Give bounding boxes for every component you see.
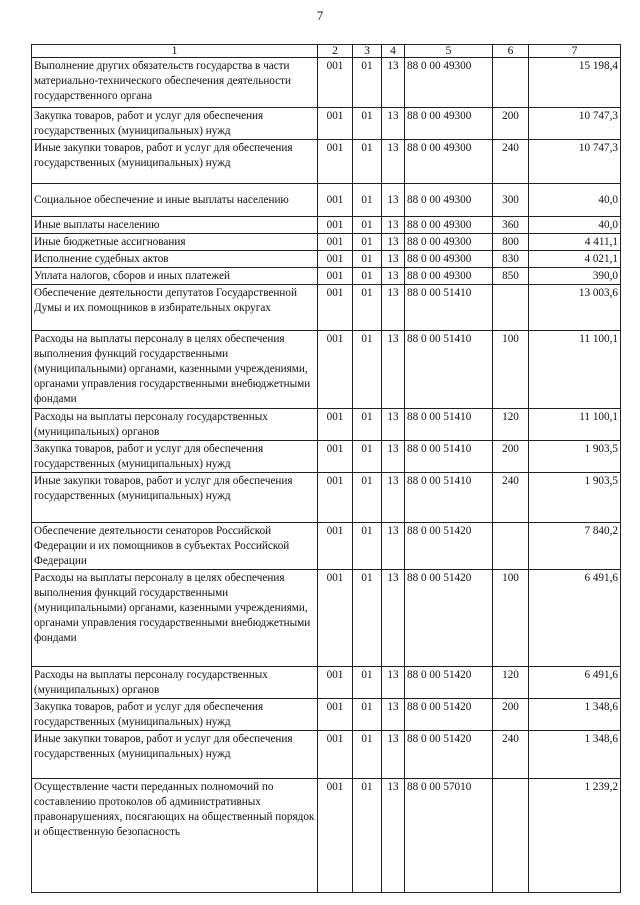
row-rz: 01	[353, 140, 382, 184]
row-sum: 6 491,6	[529, 570, 621, 667]
table-row	[32, 331, 621, 409]
row-name: Иные закупки товаров, работ и услуг для обеспечения государственных (муниципальных) нужд	[32, 731, 318, 779]
row-vr: 850	[493, 268, 529, 285]
table-row	[32, 441, 621, 473]
row-vr	[493, 58, 529, 108]
row-name: Закупка товаров, работ и услуг для обеспечения государственных (муниципальных) нужд	[32, 108, 318, 140]
row-pr: 13	[382, 184, 405, 217]
row-csr: 88 0 00 49300	[405, 184, 493, 217]
row-rz: 01	[353, 409, 382, 441]
row-vr: 240	[493, 140, 529, 184]
table-row	[32, 409, 621, 441]
row-name: Обеспечение деятельности депутатов Государственной Думы и их помощников в избирательных округах	[32, 285, 318, 331]
row-csr: 88 0 00 51410	[405, 331, 493, 409]
row-ved: 001	[318, 667, 353, 699]
row-rz: 01	[353, 331, 382, 409]
row-csr: 88 0 00 49300	[405, 268, 493, 285]
row-rz: 01	[353, 523, 382, 570]
row-ved: 001	[318, 108, 353, 140]
header-col-2: 2	[318, 45, 353, 58]
row-csr: 88 0 00 49300	[405, 140, 493, 184]
row-ved: 001	[318, 268, 353, 285]
row-vr: 240	[493, 473, 529, 523]
row-csr: 88 0 00 51420	[405, 699, 493, 731]
table-row	[32, 667, 621, 699]
row-name: Осуществление части переданных полномочий по составлению протоколов об административных правонарушениях, посягающих на общественный порядок и общественную безопасность	[32, 779, 318, 893]
row-vr: 100	[493, 570, 529, 667]
row-pr: 13	[382, 268, 405, 285]
row-rz: 01	[353, 570, 382, 667]
row-name: Расходы на выплаты персоналу в целях обеспечения выполнения функций государственными (муниципальными) органами, казенными учреждениями, органами управления государственными внебюджетными фондами	[32, 570, 318, 667]
table-row	[32, 699, 621, 731]
row-csr: 88 0 00 51410	[405, 285, 493, 331]
row-csr: 88 0 00 49300	[405, 234, 493, 251]
row-rz: 01	[353, 108, 382, 140]
row-pr: 13	[382, 217, 405, 234]
row-csr: 88 0 00 51410	[405, 441, 493, 473]
row-name: Иные бюджетные ассигнования	[32, 234, 318, 251]
table-row	[32, 184, 621, 217]
row-rz: 01	[353, 58, 382, 108]
row-sum: 10 747,3	[529, 108, 621, 140]
row-pr: 13	[382, 234, 405, 251]
table-row	[32, 251, 621, 268]
row-vr: 240	[493, 731, 529, 779]
table-row	[32, 234, 621, 251]
row-vr: 830	[493, 251, 529, 268]
row-sum: 40,0	[529, 217, 621, 234]
row-pr: 13	[382, 140, 405, 184]
row-ved: 001	[318, 441, 353, 473]
table-row	[32, 473, 621, 523]
row-rz: 01	[353, 667, 382, 699]
row-name: Выполнение других обязательств государства в части материально-технического обеспечения деятельности государственного органа	[32, 58, 318, 108]
row-pr: 13	[382, 285, 405, 331]
row-ved: 001	[318, 217, 353, 234]
table-row	[32, 285, 621, 331]
row-sum: 13 003,6	[529, 285, 621, 331]
row-name: Обеспечение деятельности сенаторов Российской Федерации и их помощников в субъектах Российской Федерации	[32, 523, 318, 570]
row-rz: 01	[353, 184, 382, 217]
row-sum: 7 840,2	[529, 523, 621, 570]
row-pr: 13	[382, 731, 405, 779]
row-sum: 40,0	[529, 184, 621, 217]
header-col-3: 3	[353, 45, 382, 58]
row-csr: 88 0 00 51410	[405, 409, 493, 441]
row-vr	[493, 523, 529, 570]
row-sum: 1 348,6	[529, 699, 621, 731]
row-ved: 001	[318, 140, 353, 184]
row-csr: 88 0 00 49300	[405, 251, 493, 268]
row-vr	[493, 779, 529, 893]
row-ved: 001	[318, 58, 353, 108]
table-row	[32, 58, 621, 108]
row-vr	[493, 285, 529, 331]
row-sum: 1 903,5	[529, 441, 621, 473]
row-rz: 01	[353, 779, 382, 893]
row-pr: 13	[382, 108, 405, 140]
row-csr: 88 0 00 51410	[405, 473, 493, 523]
row-ved: 001	[318, 570, 353, 667]
row-pr: 13	[382, 331, 405, 409]
row-pr: 13	[382, 667, 405, 699]
table-row	[32, 268, 621, 285]
row-ved: 001	[318, 523, 353, 570]
row-csr: 88 0 00 51420	[405, 731, 493, 779]
row-name: Иные закупки товаров, работ и услуг для обеспечения государственных (муниципальных) нужд	[32, 473, 318, 523]
row-pr: 13	[382, 779, 405, 893]
row-rz: 01	[353, 285, 382, 331]
row-name: Закупка товаров, работ и услуг для обеспечения государственных (муниципальных) нужд	[32, 699, 318, 731]
header-col-1: 1	[32, 45, 318, 58]
row-name: Социальное обеспечение и иные выплаты населению	[32, 184, 318, 217]
row-sum: 4 411,1	[529, 234, 621, 251]
row-pr: 13	[382, 251, 405, 268]
row-vr: 200	[493, 108, 529, 140]
row-csr: 88 0 00 49300	[405, 108, 493, 140]
row-sum: 390,0	[529, 268, 621, 285]
row-rz: 01	[353, 441, 382, 473]
row-pr: 13	[382, 409, 405, 441]
row-name: Расходы на выплаты персоналу в целях обеспечения выполнения функций государственными (муниципальными) органами, казенными учреждениями, органами управления государственными внебюджетными фондами	[32, 331, 318, 409]
row-name: Иные выплаты населению	[32, 217, 318, 234]
table-row	[32, 140, 621, 184]
row-ved: 001	[318, 699, 353, 731]
row-ved: 001	[318, 184, 353, 217]
row-vr: 120	[493, 409, 529, 441]
table-row	[32, 217, 621, 234]
row-name: Расходы на выплаты персоналу государственных (муниципальных) органов	[32, 667, 318, 699]
row-pr: 13	[382, 473, 405, 523]
row-rz: 01	[353, 268, 382, 285]
budget-table	[31, 44, 621, 893]
row-sum: 11 100,1	[529, 409, 621, 441]
row-ved: 001	[318, 331, 353, 409]
row-ved: 001	[318, 473, 353, 523]
table-row	[32, 779, 621, 893]
row-ved: 001	[318, 731, 353, 779]
table-row	[32, 731, 621, 779]
row-pr: 13	[382, 441, 405, 473]
table-row	[32, 570, 621, 667]
table-row	[32, 108, 621, 140]
row-rz: 01	[353, 731, 382, 779]
row-name: Исполнение судебных актов	[32, 251, 318, 268]
row-rz: 01	[353, 217, 382, 234]
row-sum: 15 198,4	[529, 58, 621, 108]
header-row	[32, 45, 621, 58]
row-sum: 1 239,2	[529, 779, 621, 893]
row-csr: 88 0 00 49300	[405, 58, 493, 108]
row-pr: 13	[382, 699, 405, 731]
row-name: Уплата налогов, сборов и иных платежей	[32, 268, 318, 285]
row-vr: 800	[493, 234, 529, 251]
row-sum: 6 491,6	[529, 667, 621, 699]
row-rz: 01	[353, 251, 382, 268]
row-ved: 001	[318, 234, 353, 251]
row-pr: 13	[382, 523, 405, 570]
row-sum: 10 747,3	[529, 140, 621, 184]
row-pr: 13	[382, 570, 405, 667]
row-csr: 88 0 00 51420	[405, 667, 493, 699]
row-sum: 1 903,5	[529, 473, 621, 523]
table-row	[32, 523, 621, 570]
row-vr: 300	[493, 184, 529, 217]
row-name: Иные закупки товаров, работ и услуг для обеспечения государственных (муниципальных) нужд	[32, 140, 318, 184]
row-name: Закупка товаров, работ и услуг для обеспечения государственных (муниципальных) нужд	[32, 441, 318, 473]
row-csr: 88 0 00 49300	[405, 217, 493, 234]
row-sum: 4 021,1	[529, 251, 621, 268]
row-csr: 88 0 00 57010	[405, 779, 493, 893]
header-col-5: 5	[405, 45, 493, 58]
header-col-6: 6	[493, 45, 529, 58]
header-col-7: 7	[529, 45, 621, 58]
row-ved: 001	[318, 409, 353, 441]
row-name: Расходы на выплаты персоналу государственных (муниципальных) органов	[32, 409, 318, 441]
row-sum: 11 100,1	[529, 331, 621, 409]
row-rz: 01	[353, 473, 382, 523]
row-vr: 100	[493, 331, 529, 409]
row-vr: 120	[493, 667, 529, 699]
row-vr: 200	[493, 441, 529, 473]
page-number: 7	[316, 9, 324, 23]
row-sum: 1 348,6	[529, 731, 621, 779]
row-csr: 88 0 00 51420	[405, 570, 493, 667]
header-col-4: 4	[382, 45, 405, 58]
row-vr: 360	[493, 217, 529, 234]
row-csr: 88 0 00 51420	[405, 523, 493, 570]
row-pr: 13	[382, 58, 405, 108]
row-ved: 001	[318, 779, 353, 893]
row-rz: 01	[353, 699, 382, 731]
row-ved: 001	[318, 251, 353, 268]
row-vr: 200	[493, 699, 529, 731]
row-rz: 01	[353, 234, 382, 251]
row-ved: 001	[318, 285, 353, 331]
